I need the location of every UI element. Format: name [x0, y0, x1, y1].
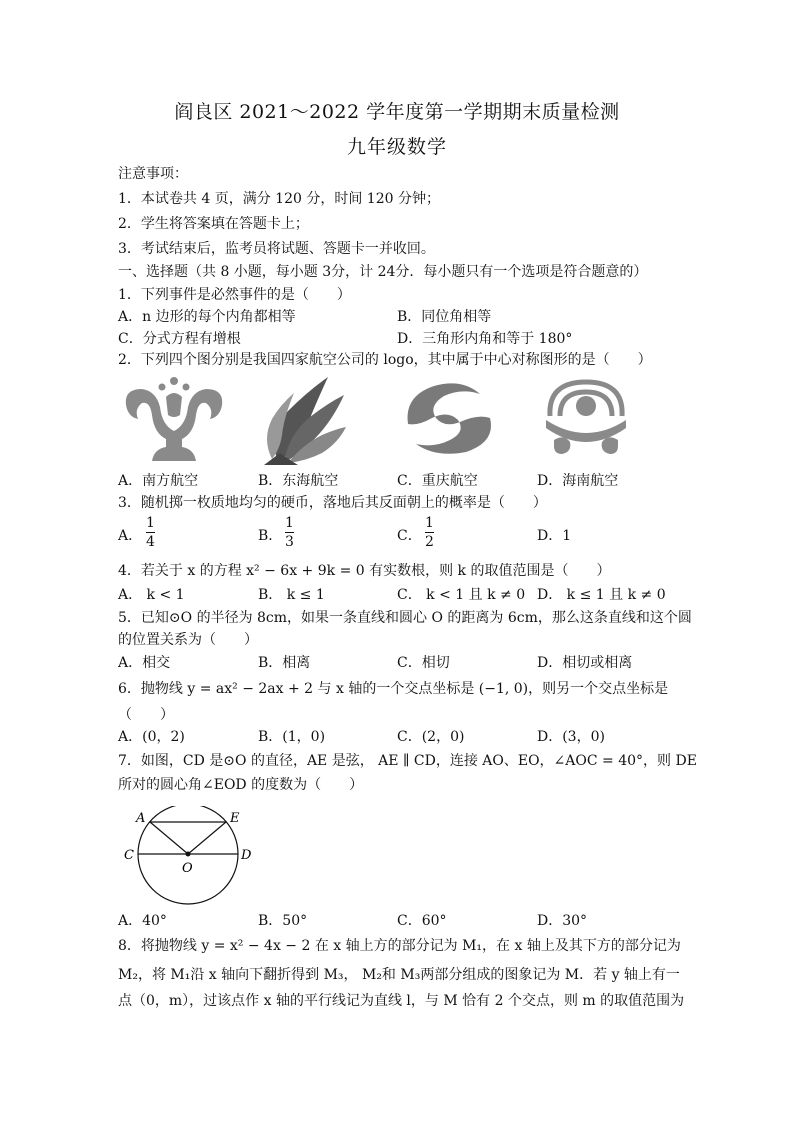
question-4-stem: 4．若关于 x 的方程 x² − 6x + 9k = 0 有实数根，则 k 的取值范围是（ ）	[118, 563, 611, 579]
q7-option-d: D．30°	[537, 913, 588, 929]
q3-option-b-fraction: 1 3	[285, 515, 294, 550]
segment-eo	[188, 822, 226, 854]
q5-option-c: C．相切	[397, 655, 450, 671]
question-2-stem: 2．下列四个图分别是我国四家航空公司的 logo，其中属于中心对称图形的是（ ）	[118, 352, 652, 368]
section-heading: 一、选择题（共 8 小题，每小题 3分，计 24分．每小题只有一个选项是符合题意的）	[118, 264, 648, 280]
q2-option-a: A．南方航空	[118, 473, 199, 489]
note-item: 2．学生将答案填在答题卡上；	[118, 216, 309, 232]
label-e: E	[230, 811, 240, 826]
q5-option-b: B．相离	[258, 655, 311, 671]
note-item: 1．本试卷共 4 页，满分 120 分，时间 120 分钟；	[118, 191, 440, 207]
q7-option-b: B．50°	[258, 913, 308, 929]
hainan-logo-icon	[540, 376, 632, 460]
q6-option-a: A．(0，2)	[118, 729, 185, 745]
q3-option-c-label: C．	[397, 528, 422, 544]
question-7-stem-line1: 7．如图，CD 是⊙O 的直径，AE 是弦， AE ∥ CD，连接 AO、EO，∠AOC = 40°，则 DE	[118, 753, 697, 769]
q3-option-a-label: A．	[118, 528, 143, 544]
donghai-logo-icon	[258, 373, 348, 469]
notes-heading: 注意事项：	[118, 166, 188, 182]
q3-option-c-fraction: 1 2	[425, 515, 434, 550]
q2-option-d: D．海南航空	[537, 473, 619, 489]
q6-option-b: B．(1，0)	[258, 729, 326, 745]
q3-option-a-fraction: 1 4	[146, 515, 155, 550]
segment-ao	[150, 822, 188, 854]
note-item: 3．考试结束后，监考员将试题、答题卡一并收回。	[118, 241, 435, 257]
label-d: D	[241, 848, 252, 863]
exam-title: 阎良区 2021～2022 学年度第一学期期末质量检测	[174, 101, 620, 123]
q6-option-d: D．(3，0)	[537, 729, 605, 745]
label-o: O	[182, 861, 193, 876]
label-a: A	[136, 811, 146, 826]
circle-diagram	[120, 806, 260, 910]
q7-option-a: A．40°	[118, 913, 167, 929]
q6-option-c: C．(2，0)	[397, 729, 465, 745]
q3-option-d: D．1	[537, 528, 572, 544]
q4-option-d: D． k ≤ 1 且 k ≠ 0	[537, 587, 666, 603]
q7-option-c: C．60°	[397, 913, 447, 929]
q1-option-b: B．同位角相等	[397, 309, 492, 325]
question-1-stem: 1．下列事件是必然事件的是（ ）	[118, 287, 351, 303]
q4-option-b: B． k ≤ 1	[258, 587, 325, 603]
question-3-stem: 3．随机掷一枚质地均匀的硬币，落地后其反面朝上的概率是（ ）	[118, 495, 547, 511]
question-8-line3: 点（0，m），过该点作 x 轴的平行线记为直线 l，与 M 恰有 2 个交点，则 m 的取值范围为	[118, 993, 685, 1009]
q5-option-a: A．相交	[118, 655, 171, 671]
q5-option-d: D．相切或相离	[537, 655, 633, 671]
question-8-line1: 8．将抛物线 y = x² − 4x − 2 在 x 轴上方的部分记为 M₁，在 x 轴上及其下方的部分记为	[118, 938, 681, 954]
center-point	[186, 852, 191, 857]
exam-subtitle: 九年级数学	[346, 136, 447, 158]
chongqing-logo-icon	[400, 378, 496, 458]
question-5-stem-line2: 的位置关系为（ ）	[118, 632, 258, 648]
q2-option-c: C．重庆航空	[397, 473, 478, 489]
q1-option-d: D．三角形内角和等于 180°	[397, 331, 573, 347]
q1-option-c: C．分式方程有增根	[118, 331, 241, 347]
q1-option-a: A．n 边形的每个内角都相等	[118, 309, 296, 325]
q4-option-a: A． k < 1	[118, 587, 185, 603]
q3-option-b-label: B．	[258, 528, 283, 544]
question-6-stem-line1: 6．抛物线 y = ax² − 2ax + 2 与 x 轴的一个交点坐标是 (−1, 0)，则另一个交点坐标是	[118, 681, 669, 697]
china-southern-logo-icon	[120, 375, 228, 467]
q4-option-c: C． k < 1 且 k ≠ 0	[397, 587, 526, 603]
question-5-stem-line1: 5．已知⊙O 的半径为 8cm，如果一条直线和圆心 O 的距离为 6cm，那么这条直线和这个圆	[118, 610, 692, 626]
q2-option-b: B．东海航空	[258, 473, 339, 489]
label-c: C	[124, 848, 134, 863]
question-8-line2: M₂，将 M₁沿 x 轴向下翻折得到 M₃， M₂和 M₃两部分组成的图象记为 M．若 y 轴上有一	[118, 967, 680, 983]
question-7-stem-line2: 所对的圆心角∠EOD 的度数为（ ）	[118, 777, 364, 793]
question-6-stem-line2: （ ）	[118, 707, 174, 723]
